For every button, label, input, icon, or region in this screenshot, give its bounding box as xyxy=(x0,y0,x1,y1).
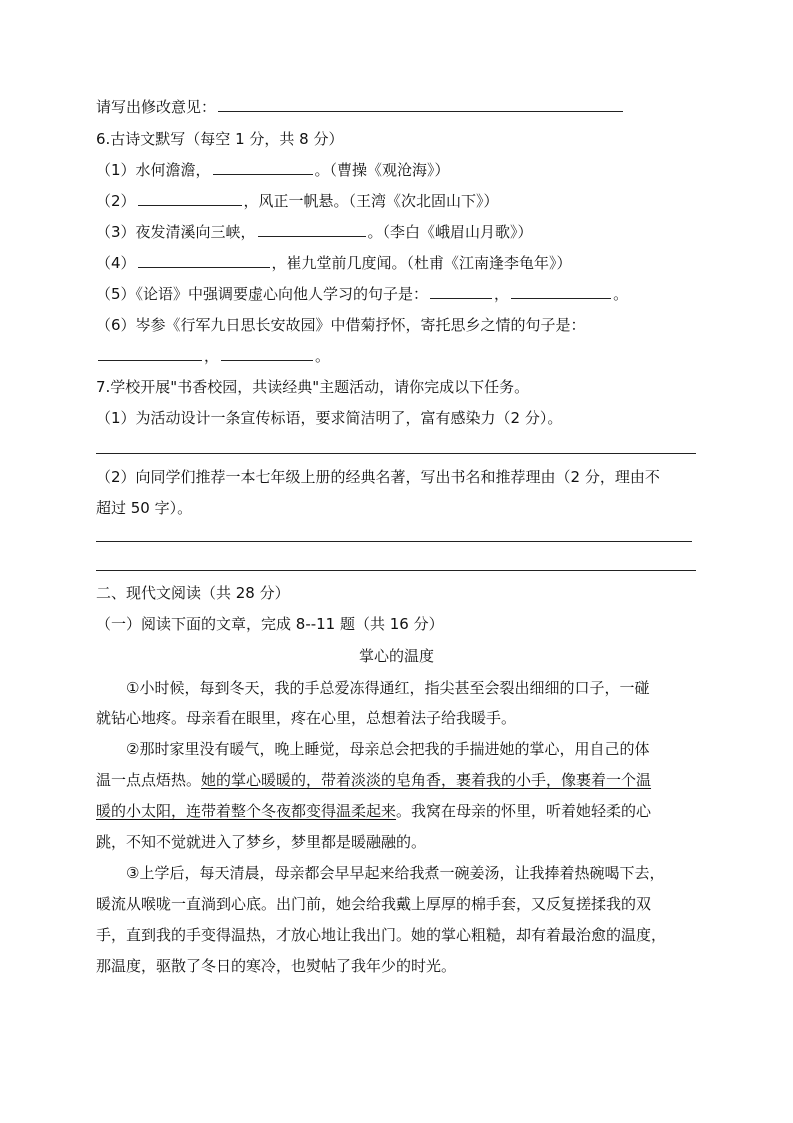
q6-item-2 xyxy=(96,190,499,212)
q6-4-source: ，崔九堂前几度闻。（杜甫《江南逢李龟年》） xyxy=(271,254,572,272)
q6-5-blank-b[interactable] xyxy=(511,283,611,299)
underlined-sentence-part-1: 她的掌心暖暖的，带着淡淡的皂角香，裹着我的小手，像裹着一个温 xyxy=(201,771,652,789)
paragraph-3-line-3: 手，直到我的手变得温热，才放心地让我出门。她的掌心粗糙，却有着最治愈的温度， xyxy=(96,926,667,944)
q7-task-2-answer-line-1[interactable] xyxy=(96,541,692,542)
paragraph-3-line-4: 那温度，驱散了冬日的寒冷，也熨帖了我年少的时光。 xyxy=(96,957,457,975)
section-2-heading: 二、现代文阅读（共 28 分） xyxy=(96,584,290,602)
q6-2-source: ，风正一帆悬。（王湾《次北固山下》） xyxy=(243,192,499,210)
q6-6-comma: ， xyxy=(204,347,220,365)
paragraph-2-line-1: ②那时家里没有暖气，晚上睡觉，母亲总会把我的手揣进她的掌心，用自己的体 xyxy=(126,740,650,758)
q6-item-6: （6）岑参《行军九日思长安故园》中借菊抒怀，寄托思乡之情的句子是： xyxy=(96,316,586,334)
q6-5-text: （5）《论语》中强调要虚心向他人学习的句子是： xyxy=(96,285,429,303)
q7-heading: 7.学校开展"书香校园，共读经典"主题活动，请你完成以下任务。 xyxy=(96,378,530,396)
paragraph-2-text: 温一点点焐热。 xyxy=(96,771,202,789)
paragraph-2-line-3 xyxy=(96,800,651,822)
revision-line xyxy=(96,96,625,118)
q6-4-blank[interactable] xyxy=(138,252,270,268)
q7-task-2-line-1: （2）向同学们推荐一本七年级上册的经典名著，写出书名和推荐理由（2 分，理由不 xyxy=(96,468,660,486)
q6-6-blank-a[interactable] xyxy=(98,345,202,361)
paragraph-1-line-1: ①小时候，每到冬天，我的手总爱冻得通红，指尖甚至会裂出细细的口子，一碰 xyxy=(126,679,650,697)
paragraph-2-line-4: 跳，不知不觉就进入了梦乡，梦里都是暖融融的。 xyxy=(96,833,427,851)
q6-6-blank-b[interactable] xyxy=(221,345,313,361)
q6-heading: 6.古诗文默写（每空 1 分，共 8 分） xyxy=(96,130,344,148)
q6-1-text: （1）水何澹澹， xyxy=(96,161,211,179)
q6-6-period: 。 xyxy=(315,347,331,365)
q6-3-source: 。（李白《峨眉山月歌》） xyxy=(367,223,533,241)
q6-5-period: 。 xyxy=(613,285,629,303)
q6-item-4 xyxy=(96,252,572,274)
paragraph-1-line-2: 就钻心地疼。母亲看在眼里，疼在心里，总想着法子给我暖手。 xyxy=(96,709,517,727)
q6-item-5 xyxy=(96,283,628,305)
article-title: 掌心的温度 xyxy=(358,647,434,665)
q7-task-2-answer-line-2[interactable] xyxy=(96,570,696,571)
paragraph-2-text-cont: 。我窝在母亲的怀里，听着她轻柔的心 xyxy=(396,802,652,820)
q7-task-2-line-2: 超过 50 字）。 xyxy=(96,499,193,517)
paragraph-3-line-1: ③上学后，每天清晨，母亲都会早早起来给我煮一碗姜汤，让我捧着热碗喝下去， xyxy=(126,864,665,882)
paragraph-3-line-2: 暖流从喉咙一直淌到心底。出门前，她会给我戴上厚厚的棉手套，又反复搓揉我的双 xyxy=(96,895,652,913)
q6-item-1 xyxy=(96,159,450,181)
q6-item-3 xyxy=(96,221,533,243)
section-2-part-1: （一）阅读下面的文章，完成 8--11 题（共 16 分） xyxy=(96,615,444,633)
q6-1-source: 。（曹操《观沧海》） xyxy=(314,161,450,179)
revision-answer-blank[interactable] xyxy=(218,96,623,112)
underlined-sentence-part-2: 暖的小太阳，连带着整个冬夜都变得温柔起来 xyxy=(96,802,397,820)
q6-item-6-answers xyxy=(96,345,330,367)
q7-task-1-answer-line[interactable] xyxy=(96,453,696,454)
q7-task-1: （1）为活动设计一条宣传标语，要求简洁明了，富有感染力（2 分）。 xyxy=(96,409,563,427)
q6-2-text: （2） xyxy=(96,192,136,210)
q6-3-blank[interactable] xyxy=(258,221,366,237)
q6-5-comma: ， xyxy=(494,285,510,303)
q6-4-text: （4） xyxy=(96,254,136,272)
q6-1-blank[interactable] xyxy=(213,159,313,175)
revision-label: 请写出修改意见： xyxy=(96,98,217,116)
paragraph-2-line-2 xyxy=(96,769,651,791)
q6-5-blank-a[interactable] xyxy=(430,283,492,299)
q6-3-text: （3）夜发清溪向三峡， xyxy=(96,223,256,241)
q6-2-blank[interactable] xyxy=(138,190,242,206)
